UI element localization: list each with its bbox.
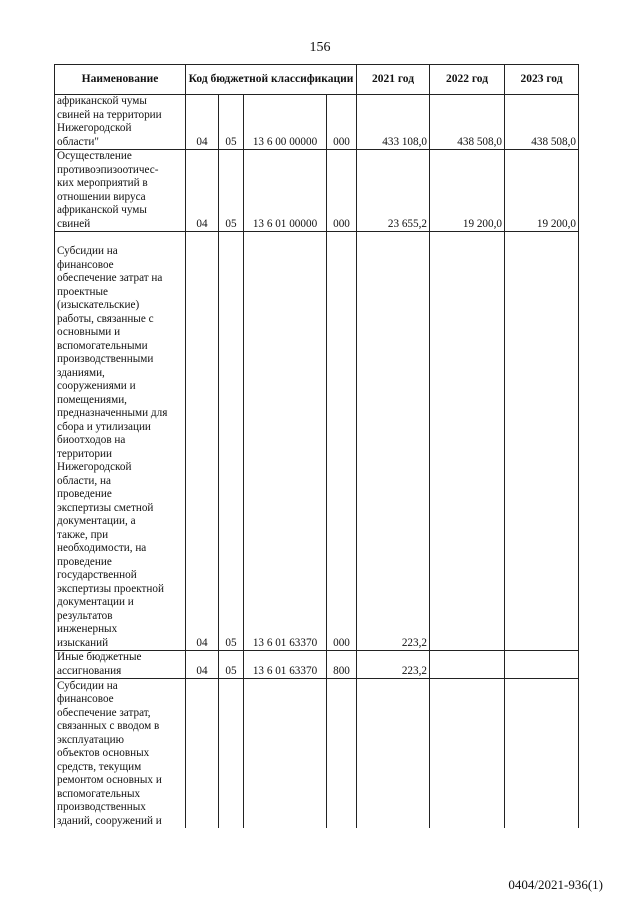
row-name: Осуществление противоэпизоотичес- ких мероприятий в отношении вируса африканской чумы свиней xyxy=(55,150,186,232)
amount-2021: 223,2 xyxy=(357,651,430,679)
code-section xyxy=(186,679,219,829)
header-name: Наименование xyxy=(55,65,186,95)
code-subsection: 05 xyxy=(219,95,244,150)
amount-2023: 438 508,0 xyxy=(505,95,579,150)
header-budget-code: Код бюджетной классификации xyxy=(186,65,357,95)
amount-2021: 223,2 xyxy=(357,232,430,651)
budget-table xyxy=(54,64,579,828)
code-target-article: 13 6 00 00000 xyxy=(244,95,327,150)
table-header-row xyxy=(55,65,579,95)
amount-2022: 19 200,0 xyxy=(430,150,505,232)
row-name: Иные бюджетные ассигнования xyxy=(55,651,186,679)
code-section: 04 xyxy=(186,150,219,232)
code-target-article: 13 6 01 00000 xyxy=(244,150,327,232)
code-section: 04 xyxy=(186,651,219,679)
row-name: Субсидии на финансовое обеспечение затрат на проектные (изыскательские) работы, связанные с основными и вспомогательными производственными зданиями, сооружениями и помещениями, предназначенными для сбора и утилизации биоотходов на территории Нижегородской области, на проведение экспертизы сметной документации, а также, при необходимости, на проведение государственной экспертизы проектной документации и результатов инженерных изысканий xyxy=(55,232,186,651)
document-code: 0404/2021-936(1) xyxy=(508,877,603,892)
amount-2023 xyxy=(505,651,579,679)
amount-2022 xyxy=(430,651,505,679)
code-expense-type: 000 xyxy=(327,150,357,232)
page-number: 156 xyxy=(309,40,331,55)
table-row xyxy=(55,651,579,679)
amount-2022 xyxy=(430,679,505,829)
amount-2023 xyxy=(505,232,579,651)
header-2021: 2021 год xyxy=(357,65,430,95)
amount-2023 xyxy=(505,679,579,829)
code-section: 04 xyxy=(186,95,219,150)
code-expense-type: 000 xyxy=(327,95,357,150)
code-expense-type: 800 xyxy=(327,651,357,679)
table-row xyxy=(55,232,579,651)
code-subsection: 05 xyxy=(219,150,244,232)
row-name: африканской чумы свиней на территории Нижегородской области" xyxy=(55,95,186,150)
code-subsection xyxy=(219,679,244,829)
amount-2022: 438 508,0 xyxy=(430,95,505,150)
table-row xyxy=(55,95,579,150)
row-name: Субсидии на финансовое обеспечение затрат, связанных с вводом в эксплуатацию объектов основных средств, текущим ремонтом основных и вспомогательных производственных зданий, сооружений и xyxy=(55,679,186,829)
amount-2021: 23 655,2 xyxy=(357,150,430,232)
code-target-article xyxy=(244,679,327,829)
code-expense-type: 000 xyxy=(327,232,357,651)
table-row xyxy=(55,150,579,232)
code-target-article: 13 6 01 63370 xyxy=(244,651,327,679)
header-2023: 2023 год xyxy=(505,65,579,95)
header-2022: 2022 год xyxy=(430,65,505,95)
code-target-article: 13 6 01 63370 xyxy=(244,232,327,651)
table-row xyxy=(55,679,579,829)
code-expense-type xyxy=(327,679,357,829)
code-subsection: 05 xyxy=(219,232,244,651)
code-section: 04 xyxy=(186,232,219,651)
amount-2023: 19 200,0 xyxy=(505,150,579,232)
code-subsection: 05 xyxy=(219,651,244,679)
amount-2021: 433 108,0 xyxy=(357,95,430,150)
amount-2022 xyxy=(430,232,505,651)
amount-2021 xyxy=(357,679,430,829)
